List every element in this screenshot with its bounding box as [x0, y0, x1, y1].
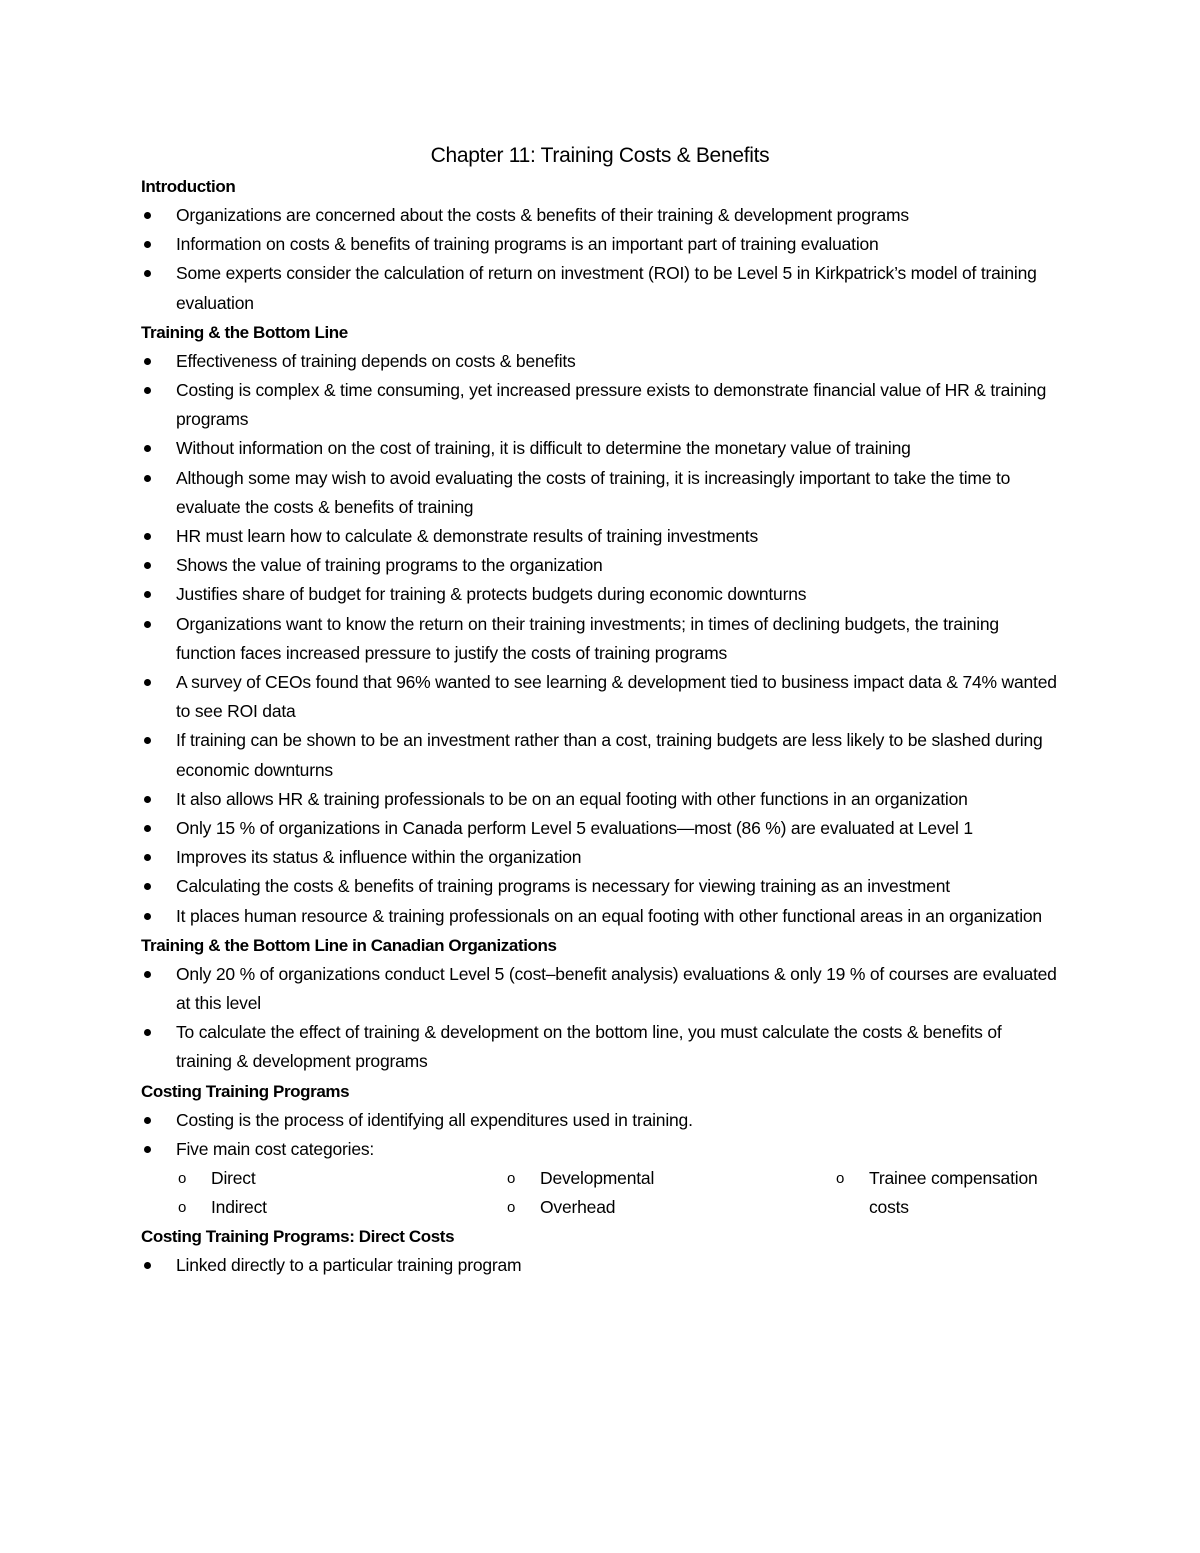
list-item-text: Although some may wish to avoid evaluating the costs of training, it is increasingly important to take the time to evaluate the costs & benefits of training — [176, 467, 1011, 517]
bullet-list — [141, 1251, 1059, 1280]
section-heading: Introduction — [141, 177, 236, 196]
bullet-icon — [144, 1262, 151, 1269]
sub-list-item — [176, 1193, 496, 1222]
list-item-text: It also allows HR & training professionals to be on an equal footing with other functions in an organization — [176, 788, 968, 809]
section-direct-costs — [141, 1222, 1059, 1280]
list-item-text: Five main cost categories: — [176, 1138, 375, 1159]
bullet-icon — [144, 212, 151, 219]
bullet-icon — [144, 1029, 151, 1036]
list-item-text: Costing is complex & time consuming, yet increased pressure exists to demonstrate financial value of HR & training programs — [176, 380, 1047, 430]
list-item-text: Some experts consider the calculation of return on investment (ROI) to be Level 5 in Kirkpatrick’s model of training evaluation — [176, 263, 1037, 313]
list-item — [141, 902, 1059, 931]
sub-list-item — [834, 1164, 1059, 1222]
bullet-icon — [144, 854, 151, 861]
list-item — [141, 434, 1059, 463]
list-item-text: To calculate the effect of training & development on the bottom line, you must calculate the costs & benefits of training & development programs — [176, 1022, 1002, 1072]
list-item-text: Improves its status & influence within the organization — [176, 847, 582, 868]
sub-list-item-text: Developmental — [540, 1168, 655, 1189]
list-item — [141, 1018, 1059, 1076]
list-item-text: Calculating the costs & benefits of training programs is necessary for viewing training as an investment — [176, 876, 950, 897]
bullet-icon — [144, 358, 151, 365]
bullet-icon — [144, 796, 151, 803]
list-item — [141, 1106, 1059, 1135]
list-item-text: Only 20 % of organizations conduct Level 5 (cost–benefit analysis) evaluations & only 19 % of courses are evaluated at this level — [176, 963, 1057, 1014]
page-title: Chapter 11: Training Costs & Benefits — [430, 144, 770, 167]
list-item — [141, 201, 1059, 230]
sub-list-item-text: Direct — [211, 1168, 256, 1189]
bullet-icon — [144, 533, 151, 540]
cost-categories-column — [505, 1164, 825, 1222]
list-item-text: Information on costs & benefits of training programs is an important part of training evaluation — [176, 234, 879, 255]
circle-bullet-icon: o — [507, 1170, 516, 1188]
circle-bullet-icon: o — [507, 1199, 516, 1217]
bullet-icon — [144, 737, 151, 744]
bullet-icon — [144, 883, 151, 890]
bullet-list — [141, 1106, 1059, 1164]
bullet-icon — [144, 591, 151, 598]
sub-list-item — [505, 1164, 825, 1193]
list-item — [141, 814, 1059, 843]
sub-list-item — [505, 1193, 825, 1222]
bullet-list — [141, 201, 1059, 318]
circle-bullet-icon: o — [836, 1170, 845, 1188]
list-item-text: Effectiveness of training depends on costs & benefits — [176, 350, 576, 371]
list-item — [141, 668, 1059, 726]
list-item — [141, 347, 1059, 376]
sub-list-item-text: Trainee compensation costs — [869, 1168, 1038, 1218]
list-item — [141, 464, 1059, 522]
list-item — [141, 376, 1059, 434]
bullet-icon — [144, 679, 151, 686]
section-heading: Training & the Bottom Line — [141, 322, 348, 342]
sub-list-item-text: Indirect — [211, 1197, 267, 1218]
list-item-text: Justifies share of budget for training & protects budgets during economic downturns — [176, 584, 807, 605]
circle-bullet-icon: o — [178, 1199, 187, 1217]
bullet-list — [141, 347, 1059, 931]
bullet-icon — [144, 1146, 151, 1153]
list-item-text: Linked directly to a particular training program — [176, 1255, 522, 1276]
cost-categories-list — [176, 1164, 1059, 1222]
section-training-bottom-line — [141, 318, 1059, 931]
list-item — [141, 551, 1059, 580]
bullet-icon — [144, 387, 151, 394]
list-item-text: Organizations want to know the return on their training investments; in times of declining budgets, the training function faces increased pressure to justify the costs of training programs — [176, 613, 999, 663]
bullet-list — [141, 960, 1059, 1077]
list-item-text: If training can be shown to be an investment rather than a cost, training budgets are less likely to be slashed during economic downturns — [176, 730, 1043, 780]
circle-bullet-icon: o — [178, 1170, 187, 1188]
list-item — [141, 843, 1059, 872]
bullet-icon — [144, 562, 151, 569]
list-item — [141, 872, 1059, 901]
bullet-icon — [144, 270, 151, 277]
sub-list-item — [176, 1164, 496, 1193]
list-item-text: Shows the value of training programs to the organization — [176, 555, 603, 576]
list-item-text: Without information on the cost of training, it is difficult to determine the monetary value of training — [176, 438, 911, 459]
section-heading: Training & the Bottom Line in Canadian Organizations — [141, 935, 557, 955]
cost-categories-column — [176, 1164, 496, 1222]
list-item — [141, 230, 1059, 259]
bullet-icon — [144, 445, 151, 452]
list-item — [141, 726, 1059, 784]
section-introduction — [141, 172, 1059, 318]
list-item-text: Costing is the process of identifying all expenditures used in training. — [176, 1109, 693, 1130]
section-heading: Costing Training Programs — [141, 1081, 350, 1101]
bullet-icon — [144, 913, 151, 920]
section-canadian-organizations — [141, 931, 1059, 1077]
list-item — [141, 259, 1059, 317]
bullet-icon — [144, 621, 151, 628]
list-item-text: A survey of CEOs found that 96% wanted to see learning & development tied to business impact data & 74% wanted to see ROI data — [176, 672, 1057, 722]
list-item — [141, 785, 1059, 814]
cost-categories-column — [834, 1164, 1059, 1222]
list-item — [141, 960, 1059, 1018]
list-item — [141, 1251, 1059, 1280]
list-item — [141, 1135, 1059, 1164]
bullet-icon — [144, 825, 151, 832]
list-item — [141, 580, 1059, 609]
bullet-icon — [144, 971, 151, 978]
list-item-text: Organizations are concerned about the costs & benefits of their training & development programs — [176, 205, 909, 225]
list-item — [141, 610, 1059, 668]
list-item-text: Only 15 % of organizations in Canada perform Level 5 evaluations—most (86 %) are evaluated at Level 1 — [176, 818, 973, 839]
document-content — [141, 140, 1059, 1280]
bullet-icon — [144, 475, 151, 482]
bullet-icon — [144, 241, 151, 248]
section-costing-training-programs — [141, 1077, 1059, 1222]
list-item-text: It places human resource & training professionals on an equal footing with other functional areas in an organization — [176, 905, 1042, 926]
section-heading: Costing Training Programs: Direct Costs — [141, 1227, 455, 1247]
list-item-text: HR must learn how to calculate & demonstrate results of training investments — [176, 526, 759, 547]
bullet-icon — [144, 1117, 151, 1124]
sub-list-item-text: Overhead — [540, 1197, 616, 1218]
list-item — [141, 522, 1059, 551]
